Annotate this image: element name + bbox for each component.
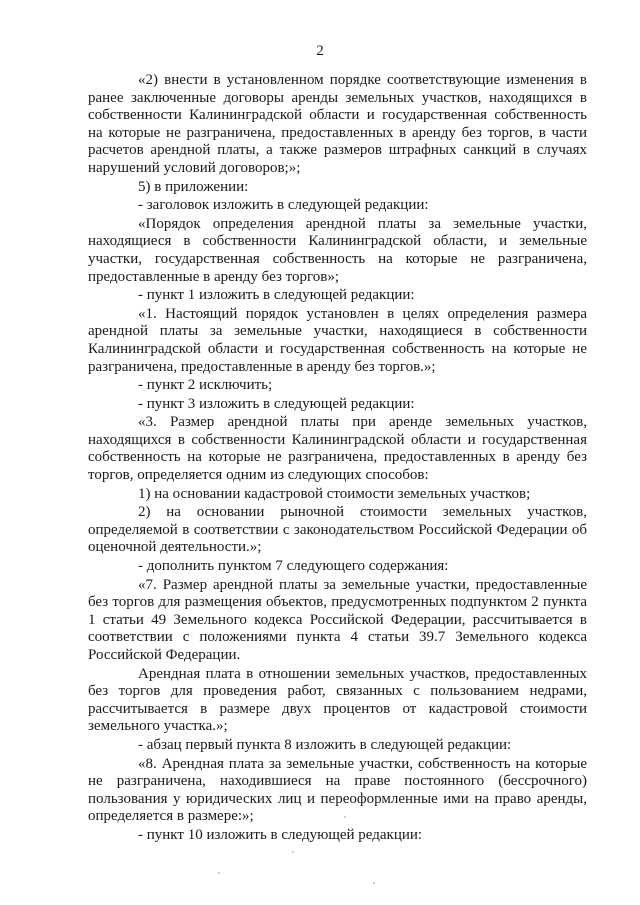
scan-speck bbox=[292, 851, 294, 853]
paragraph-6: «1. Настоящий порядок установлен в целях определения размера арендной платы за земельные участки, находящиеся в собственности Калининградской области и государственная собственность на которые не разграничена, предоставленные в аренду без торгов.»; bbox=[88, 305, 587, 375]
paragraph-3: - заголовок изложить в следующей редакции: bbox=[138, 197, 429, 214]
paragraph-8: - пункт 3 изложить в следующей редакции: bbox=[138, 395, 415, 412]
scan-speck bbox=[344, 816, 346, 818]
paragraph-16: «8. Арендная плата за земельные участки, собственность на которые не разграничена, находившиеся на праве постоянного (бессрочного) пользования у юридических лиц и переоформленные ими на право аренды, определяется в размере:»; bbox=[88, 755, 587, 825]
paragraph-10: 1) на основании кадастровой стоимости земельных участков; bbox=[138, 485, 531, 502]
paragraph-12: - дополнить пунктом 7 следующего содержания: bbox=[138, 558, 449, 575]
scan-speck bbox=[373, 882, 375, 884]
scan-speck bbox=[218, 872, 220, 874]
paragraph-7: - пункт 2 исключить; bbox=[138, 377, 273, 394]
document-body bbox=[88, 72, 587, 845]
paragraph-11: 2) на основании рыночной стоимости земельных участков, определяемой в соответствии с законодательством Российской Федерации об оценочной деятельности.»; bbox=[88, 504, 587, 556]
paragraph-4: «Порядок определения арендной платы за земельные участки, находящиеся в собственности Калининградской области, и земельные участки, государственная собственность на которые не разграничена, предоставленные в аренду без торгов»; bbox=[88, 215, 587, 285]
paragraph-17: - пункт 10 изложить в следующей редакции: bbox=[138, 826, 423, 843]
paragraph-14: Арендная плата в отношении земельных участков, предоставленных без торгов для проведения работ, связанных с пользованием недрами, рассчитывается в размере двух процентов от кадастровой стоимости земельного участка.»; bbox=[88, 665, 587, 735]
page-number: 2 bbox=[316, 43, 324, 59]
paragraph-1: «2) внести в установленном порядке соответствующие изменения в ранее заключенные договоры аренды земельных участков, находящихся в собственности Калининградской области и государственная собственность на которые не разграничена, предоставленных в аренду без торгов, в части расчетов арендной платы, а также размеров штрафных санкций в случаях нарушений условий договоров;»; bbox=[88, 72, 587, 176]
paragraph-9: «3. Размер арендной платы при аренде земельных участков, находящихся в собственности Калининградской области и государственная собственность на которые не разграничена, предоставленных в аренду без торгов, определяется одним из следующих способов: bbox=[88, 414, 587, 484]
paragraph-2: 5) в приложении: bbox=[138, 178, 249, 195]
paragraph-5: - пункт 1 изложить в следующей редакции: bbox=[138, 287, 415, 304]
paragraph-15: - абзац первый пункта 8 изложить в следующей редакции: bbox=[138, 736, 512, 753]
paragraph-13: «7. Размер арендной платы за земельные участки, предоставленные без торгов для размещения объектов, предусмотренных подпунктом 2 пункта 1 статьи 49 Земельного кодекса Российской Федерации, рассчитывается в соответствии с положениями пункта 4 статьи 39.7 Земельного кодекса Российской Федерации. bbox=[88, 576, 587, 663]
